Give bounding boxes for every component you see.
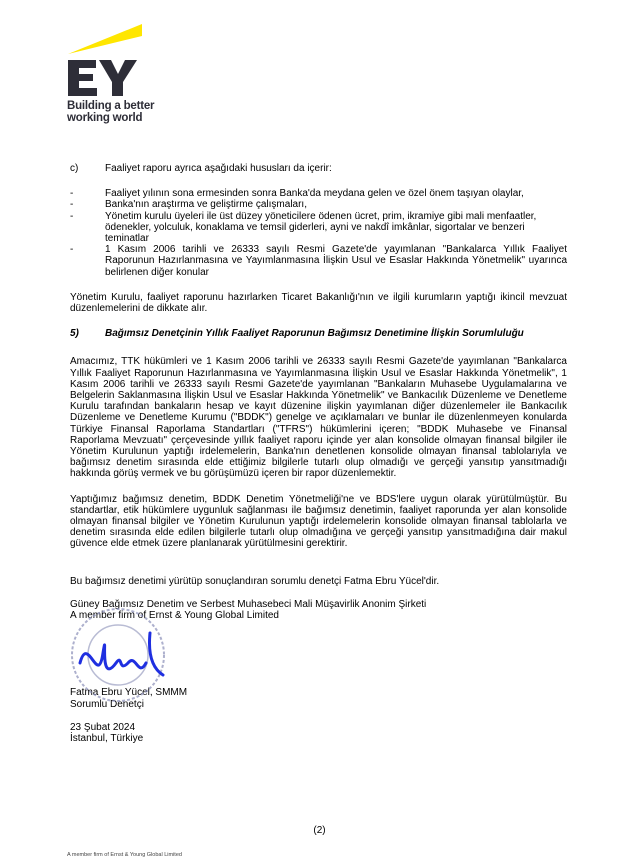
page-number: (2): [313, 825, 326, 836]
ey-tagline: [67, 100, 154, 124]
section-5-marker: 5): [70, 328, 79, 340]
list-item: [70, 211, 567, 245]
document-body: [70, 163, 567, 744]
list-item-text: Banka'nın araştırma ve geliştirme çalışmaları,: [105, 199, 307, 211]
signature-block: [70, 599, 567, 744]
bullet-dash: -: [70, 244, 74, 256]
section-c-intro: Faaliyet raporu ayrıca aşağıdaki hususları da içerir:: [105, 163, 332, 174]
responsible-auditor-sentence: Bu bağımsız denetimi yürütüp sonuçlandıran sorumlu denetçi Fatma Ebru Yücel'dir.: [70, 575, 440, 587]
bullet-dash: -: [70, 210, 74, 222]
section-5-paragraph-2: Yaptığımız bağımsız denetim, BDDK Denetim Yönetmeliği'ne ve BDS'lere uygun olarak yürütülmüştür. Bu standartlar, etik hükümlere uygunluk sağlanması ile bağımsız denetimin, faaliyet raporunda yer alan konsolide olmayan finansal bilgiler ve Yönetim Kurulunun yaptığı irdelemelerin konsolide olmayan finansal tablolarla ve denetim sırasında elde edilen bilgilerle tutarlı olup olmadığına ve gerçeği yansıtıp yansıtmadığına dair makul güvence elde etmek üzere planlanarak yürütülmesini gerektirir.: [70, 493, 567, 550]
bullet-dash: -: [70, 188, 74, 200]
list-item-text: Faaliyet yılının sona ermesinden sonra Banka'da meydana gelen ve özel önem taşıyan olaylar,: [105, 188, 524, 200]
list-item: [70, 244, 567, 278]
signature-place: İstanbul, Türkiye: [70, 732, 144, 744]
tagline-line-1: Building a better: [67, 100, 155, 112]
list-item-text: Yönetim kurulu üyeleri ile üst düzey yöneticilere ödenen ücret, prim, ikramiye gibi mali menfaatler, ödenekler, yolculuk, konaklama ve temsil giderleri, ayni ve nakdî imkânlar, sigortalar ve benzeri teminatlar: [105, 210, 537, 245]
section-c-list: [70, 188, 567, 278]
list-item-text: 1 Kasım 2006 tarihli ve 26333 sayılı Resmi Gazete'de yayımlanan "Bankalarca Yıllık Faaliyet Raporunun Hazırlanmasına ve Yayımlanmasına İlişkin Usul ve Esaslar Hakkında Yönetmelik" uyarınca belirlenen diğer konular: [105, 244, 567, 278]
signatory-name: Fatma Ebru Yücel, SMMM: [70, 687, 188, 699]
tagline-line-2: working world: [67, 112, 143, 124]
section-5-title: Bağımsız Denetçinin Yıllık Faaliyet Raporunun Bağımsız Denetimine İlişkin Sorumluluğu: [105, 328, 524, 340]
yellow-beam-icon: [68, 24, 142, 54]
board-paragraph: Yönetim Kurulu, faaliyet raporunu hazırlarken Ticaret Bakanlığı'nın ve ilgili kurumların yaptığı ikincil mevzuat düzenlemelerini de dikkate alır.: [70, 291, 567, 315]
bullet-dash: -: [70, 199, 74, 211]
signatory-role: Sorumlu Denetçi: [70, 698, 144, 710]
signature-date: 23 Şubat 2024: [70, 721, 136, 733]
section-c: [70, 163, 567, 174]
list-item: [70, 199, 567, 210]
section-5-heading: [70, 328, 567, 339]
firm-member-line: A member firm of Ernst & Young Global Limited: [70, 610, 279, 622]
ey-logo-mark-icon: [66, 16, 166, 101]
list-item: [70, 188, 567, 199]
section-c-marker: c): [70, 163, 79, 174]
page-footer: A member firm of Ernst & Young Global Limited: [67, 852, 182, 858]
section-5-paragraph-1: Amacımız, TTK hükümleri ve 1 Kasım 2006 tarihli ve 26333 sayılı Resmi Gazete'de yayımlanan "Bankalarca Yıllık Faaliyet Raporunun Hazırlanmasına ve Yayımlanmasına İlişkin Usul ve Esaslar Hakkında Yönetmelik", 1 Kasım 2006 tarihli ve 26333 sayılı Resmi Gazete'de yayımlanan "Bankaların Muhasebe Uygulamalarına ve Belgelerin Saklanmasına İlişkin Usul ve Esaslar Hakkında Yönetmelik" ve Bankacılık Düzenleme ve Denetleme Kurulu tarafından bankaların hesap ve kayıt düzenine ilişkin yayımlanan diğer düzenlemeler ile Bankacılık Düzenleme ve Denetleme Kurumu ("BDDK") genelge ve açıklamaları ve bunlar ile düzenlenmeyen konularda Türkiye Finansal Raporlama Standartları ("TFRS") hükümlerini içeren; "BDDK Muhasebe ve Finansal Raporlama Mevzuatı" çerçevesinde yıllık faaliyet raporu içinde yer alan konsolide olmayan finansal bilgiler ile Yönetim Kurulunun yaptığı irdelemelerin, Banka'nın denetlenen konsolide olmayan finansal tablolarıyla ve bağımsız denetim sırasında elde ettiğimiz bilgilerle tutarlı olup olmadığı ve gerçeği yansıtıp yansıtmadığı hakkında görüş vermek ve bu görüşümüzü içeren bir rapor düzenlemektir.: [70, 356, 567, 480]
firm-name: Güney Bağımsız Denetim ve Serbest Muhasebeci Mali Müşavirlik Anonim Şirketi: [70, 598, 427, 610]
